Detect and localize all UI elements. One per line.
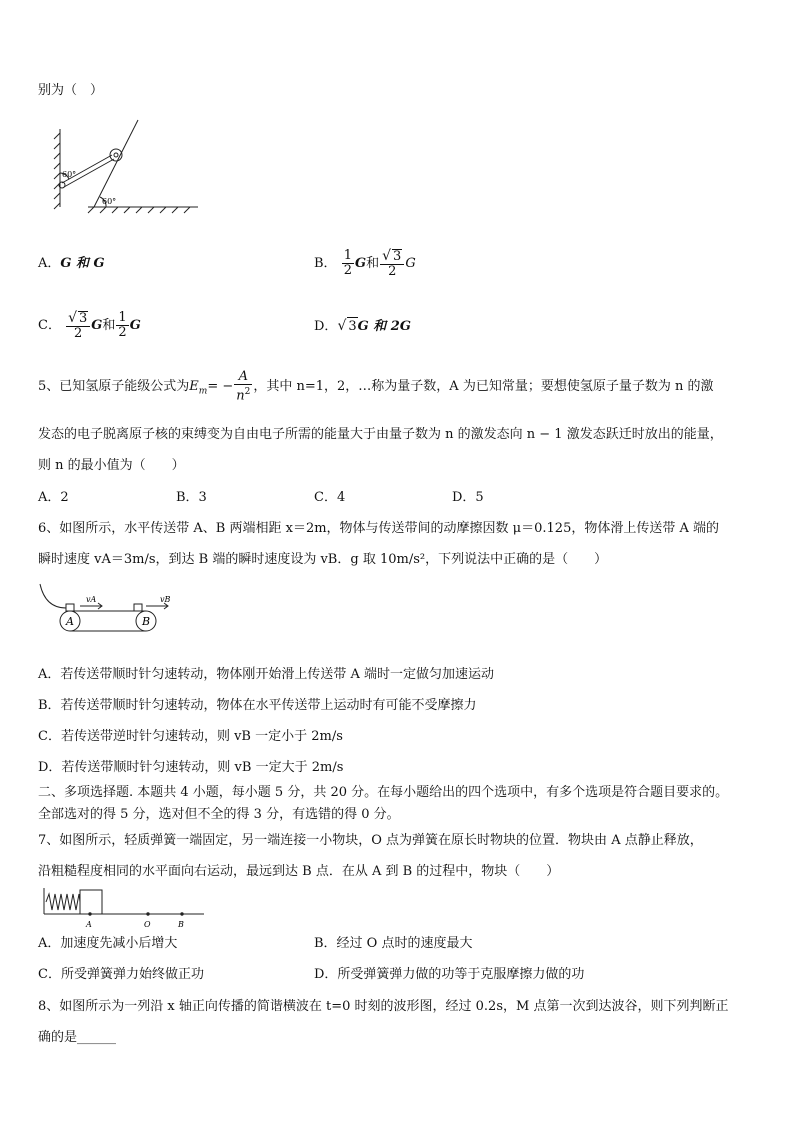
q5-option-d[interactable]: D．5: [452, 490, 484, 505]
q6-pulley-a-label: A: [66, 615, 74, 628]
q5-line-2: 发态的电子脱离原子核的束缚变为自由电子所需的能量大于由量子数为 n 的激发态向 n − 1 激发态跃迁时放出的能量，: [38, 427, 723, 442]
q5-option-c[interactable]: C．4: [314, 490, 346, 505]
q8-line-2: 确的是______: [38, 1030, 117, 1045]
q7-spring-figure: [40, 884, 210, 930]
q4-option-b[interactable]: B． $\frac{1}{2}$ G和 $\frac{√ 3}{2}$ G: [314, 247, 416, 279]
fraction-one-half: $\frac{1}{2}$: [343, 248, 352, 278]
q6-line-1: 6、如图所示，水平传送带 A、B 两端相距 x＝2m，物体与传送带间的动摩擦因数 μ＝0.125，物体滑上传送带 A 端的: [38, 521, 719, 536]
q6-option-d[interactable]: D．若传送带顺时针匀速转动，则 vB 一定大于 2m/s: [38, 760, 344, 775]
q4-angle-wall-label: 60°: [62, 170, 77, 179]
q7-line-1: 7、如图所示，轻质弹簧一端固定，另一端连接一小物块，O 点为弹簧在原长时物块的位置．物块由 A 点静止释放，: [38, 833, 703, 848]
q7-point-o-label: O: [144, 920, 151, 929]
q7-point-a-label: A: [86, 920, 92, 929]
q7-option-a[interactable]: A．加速度先减小后增大: [38, 936, 178, 951]
section-2-line-1: 二、多项选择题. 本题共 4 小题，每小题 5 分，共 20 分。在每小题给出的四个选项中，有多个选项是符合题目要求的。: [38, 785, 729, 800]
q5-option-a[interactable]: A．2: [38, 490, 69, 505]
fraction-sqrt3-over-2: $\frac{√ 3}{2}$: [380, 249, 404, 279]
q6-option-c[interactable]: C．若传送带逆时针匀速转动，则 vB 一定小于 2m/s: [38, 729, 343, 744]
q7-option-c[interactable]: C．所受弹簧弹力始终做正功: [38, 967, 204, 982]
q4-option-d[interactable]: D．√ 3G 和 2G: [314, 318, 411, 334]
q6-vb-label: vB: [160, 595, 171, 604]
energy-level-formula: $\frac{A}{n^2}$: [236, 368, 251, 404]
q6-line-2: 瞬时速度 vA＝3m/s，到达 B 端的瞬时速度设为 vB．g 取 10m/s²，下列说法中正确的是（ ）: [38, 552, 608, 567]
q6-option-b[interactable]: B．若传送带顺时针匀速转动，物体在水平传送带上运动时有可能不受摩擦力: [38, 698, 477, 713]
q7-option-b[interactable]: B．经过 O 点时的速度最大: [314, 936, 473, 951]
section-2-line-2: 全部选对的得 5 分，选对但不全的得 3 分，有选错的得 0 分。: [38, 807, 400, 822]
q6-va-label: vA: [86, 595, 97, 604]
q6-pulley-b-label: B: [142, 615, 151, 628]
q4-option-c[interactable]: C． $\frac{√ 3}{2}$ G和 $\frac{1}{2}$ G: [38, 309, 141, 341]
q6-option-a[interactable]: A．若传送带顺时针匀速转动，物体刚开始滑上传送带 A 端时一定做匀加速运动: [38, 667, 495, 682]
q4-option-a[interactable]: A．G 和 G: [38, 256, 105, 271]
q7-option-d[interactable]: D．所受弹簧弹力做的功等于克服摩擦力做的功: [314, 967, 585, 982]
q4-figure: [50, 117, 200, 217]
q7-point-b-label: B: [178, 920, 184, 929]
q5-option-b[interactable]: B．3: [176, 490, 207, 505]
q5-line-3: 则 n 的最小值为（ ）: [38, 458, 185, 473]
q8-line-1: 8、如图所示为一列沿 x 轴正向传播的简谐横波在 t=0 时刻的波形图，经过 0.2s，M 点第一次到达波谷，则下列判断正: [38, 999, 729, 1014]
fraction-sqrt3-over-2: $\frac{√ 3}{2}$: [66, 311, 90, 341]
q5-line-1: 5、已知氢原子能级公式为$E_m=$ − $\frac{A}{n^2}$ ，其中 n=1，2，…称为量子数，A 为已知常量；要想使氢原子量子数为 n 的激: [38, 368, 714, 404]
fraction-one-half: $\frac{1}{2}$: [118, 310, 127, 340]
q4-stem-tail: 别为（ ）: [38, 83, 104, 98]
q7-line-2: 沿粗糙程度相同的水平面向右运动，最远到达 B 点．在从 A 到 B 的过程中，物块（ ）: [38, 864, 560, 879]
q6-conveyor-figure: [38, 580, 188, 638]
q4-angle-floor-label: 60°: [102, 197, 117, 206]
